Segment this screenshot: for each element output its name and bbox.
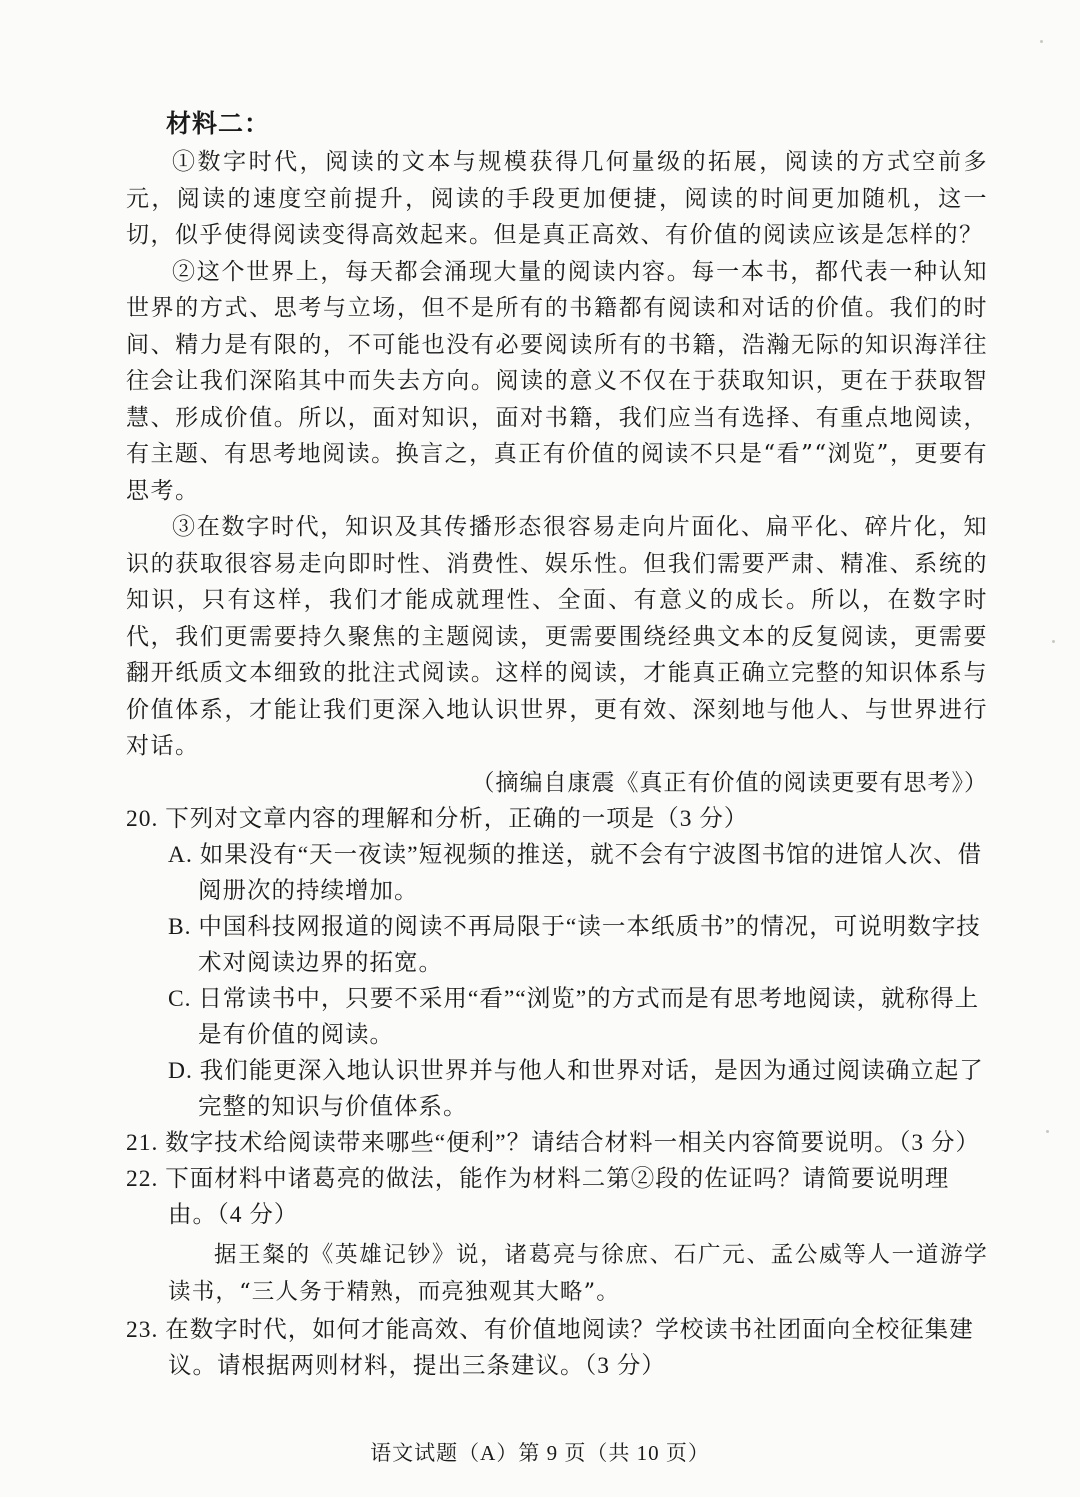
question-21: 21. 数字技术给阅读带来哪些“便利”？请结合材料一相关内容简要说明。（3 分）: [126, 1130, 980, 1156]
question-22-quote: 据王粲的《英雄记钞》说，诸葛亮与徐庶、石广元、孟公威等人一道游学读书，“三人务于精熟，而亮独观其大略”。: [168, 1242, 988, 1305]
question-23: 23. 在数字时代，如何才能高效、有价值地阅读？学校读书社团面向全校征集建议。请根据两则材料，提出三条建议。（3 分）: [126, 1317, 974, 1379]
scan-speck: [1040, 40, 1043, 43]
material-paragraph-2: ②这个世界上，每天都会涌现大量的阅读内容。每一本书，都代表一种认知世界的方式、思考与立场，但不是所有的书籍都有阅读和对话的价值。我们的时间、精力是有限的，不可能也没有必要阅读所有的书籍，浩瀚无际的知识海洋往往会让我们深陷其中而失去方向。阅读的意义不仅在于获取知识，更在于获取智慧、形成价值。所以，面对知识，面对书籍，我们应当有选择、有重点地阅读，有主题、有思考地阅读。换言之，真正有价值的阅读不只是“看”“浏览”，更要有思考。: [126, 258, 988, 504]
question-20-option-b: B. 中国科技网报道的阅读不再局限于“读一本纸质书”的情况，可说明数字技术对阅读边界的拓宽。: [168, 914, 981, 976]
material-paragraph-3: ③在数字时代，知识及其传播形态很容易走向片面化、扁平化、碎片化，知识的获取很容易走向即时性、消费性、娱乐性。但我们需要严肃、精准、系统的知识，只有这样，我们才能成就理性、全面、有意义的成长。所以，在数字时代，我们更需要持久聚焦的主题阅读，更需要围绕经典文本的反复阅读，更需要翻开纸质文本细致的批注式阅读。这样的阅读，才能真正确立完整的知识体系与价值体系，才能让我们更深入地认识世界，更有效、深刻地与他人、与世界进行对话。: [126, 514, 988, 759]
question-22-stem: 22. 下面材料中诸葛亮的做法，能作为材料二第②段的佐证吗？请简要说明理由。（4 分）: [126, 1166, 950, 1228]
question-20-option-c: C. 日常读书中，只要不采用“看”“浏览”的方式而是有思考地阅读，就称得上是有价值的阅读。: [168, 986, 980, 1048]
question-20-option-a: A. 如果没有“天一夜读”短视频的推送，就不会有宁波图书馆的进馆人次、借阅册次的持续增加。: [168, 842, 983, 904]
scan-speck: [1046, 1130, 1049, 1133]
material-title: 材料二：: [166, 109, 271, 138]
exam-page: [126, 96, 988, 1384]
material-source: （摘编自康震《真正有价值的阅读更要有思考》）: [471, 769, 988, 796]
material-paragraph-1: ①数字时代，阅读的文本与规模获得几何量级的拓展，阅读的方式空前多元，阅读的速度空前提升，阅读的手段更加便捷，阅读的时间更加随机，这一切，似乎使得阅读变得高效起来。但是真正高效、有价值的阅读应该是怎样的？: [126, 149, 988, 248]
question-20-stem: 20. 下列对文章内容的理解和分析，正确的一项是（3 分）: [126, 806, 749, 832]
question-20-option-d: D. 我们能更深入地认识世界并与他人和世界对话，是因为通过阅读确立起了完整的知识与价值体系。: [168, 1058, 984, 1120]
scan-speck: [1052, 640, 1055, 643]
page-footer: 语文试题（A）第 9 页（共 10 页）: [370, 1441, 710, 1465]
